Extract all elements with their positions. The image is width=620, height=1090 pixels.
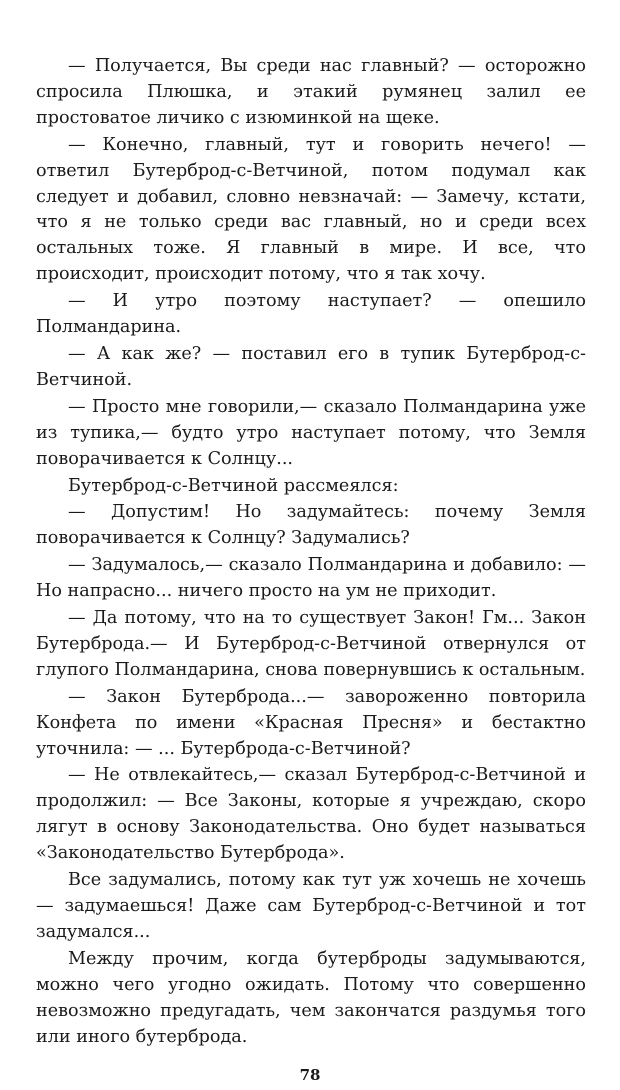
paragraph-9: — Да потому, что на то существует Закон! Гм... Закон Бутерброда.— И Бутерброд-с-Ветчиной отвернулся от глупого Полмандарина, снова повернувшись к остальным. bbox=[36, 608, 586, 680]
paragraph-10: — Закон Бутерброда...— завороженно повторила Конфета по имени «Красная Пресня» и бестактно уточнила: — ... Бутерброда-с-Ветчиной? bbox=[36, 686, 586, 759]
page-number: 78 bbox=[299, 1066, 321, 1084]
paragraph-5: — Просто мне говорили,— сказало Полмандарина уже из тупика,— будто утро наступает потому, что Земля поворачивается к Солнцу... bbox=[36, 396, 586, 469]
paragraph-3: — И утро поэтому наступает? — опешило Полмандарина. bbox=[36, 291, 586, 338]
paragraph-4: — А как же? — поставил его в тупик Бутерброд-с-Ветчиной. bbox=[36, 343, 586, 390]
paragraph-6: Бутерброд-с-Ветчиной рассмеялся: bbox=[68, 475, 399, 496]
paragraph-11: — Не отвлекайтесь,— сказал Бутерброд-с-Ветчиной и продолжил: — Все Законы, которые я учреждаю, скоро лягут в основу Законодательства. Оно будет называться «Законодательство Бутерброда». bbox=[36, 765, 586, 864]
paragraph-12: Все задумались, потому как тут уж хочешь не хочешь — задумаешься! Даже сам Бутерброд-с-Ветчиной и тот задумался... bbox=[36, 870, 586, 942]
paragraph-2: — Конечно, главный, тут и говорить нечего! — ответил Бутерброд-с-Ветчиной, потом подумал как следует и добавил, словно невзначай: — Замечу, кстати, что я не только среди вас главный, но и среди всех остальных тоже. Я главный в мире. И все, что происходит, происходит потому, что я так хочу. bbox=[36, 134, 586, 285]
page-text bbox=[36, 54, 586, 1051]
paragraph-1: — Получается, Вы среди нас главный? — осторожно спросила Плюшка, и этакий румянец залил ее простоватое личико с изюминкой на щеке. bbox=[36, 56, 586, 128]
paragraph-7: — Допустим! Но задумайтесь: почему Земля поворачивается к Солнцу? Задумались? bbox=[36, 502, 586, 549]
paragraph-13: Между прочим, когда бутерброды задумываются, можно чего угодно ожидать. Потому что совершенно невозможно предугадать, чем закончатся раздумья того или иного бутерброда. bbox=[36, 948, 586, 1047]
paragraph-8: — Задумалось,— сказало Полмандарина и добавило: — Но напрасно... ничего просто на ум не приходит. bbox=[36, 555, 586, 602]
